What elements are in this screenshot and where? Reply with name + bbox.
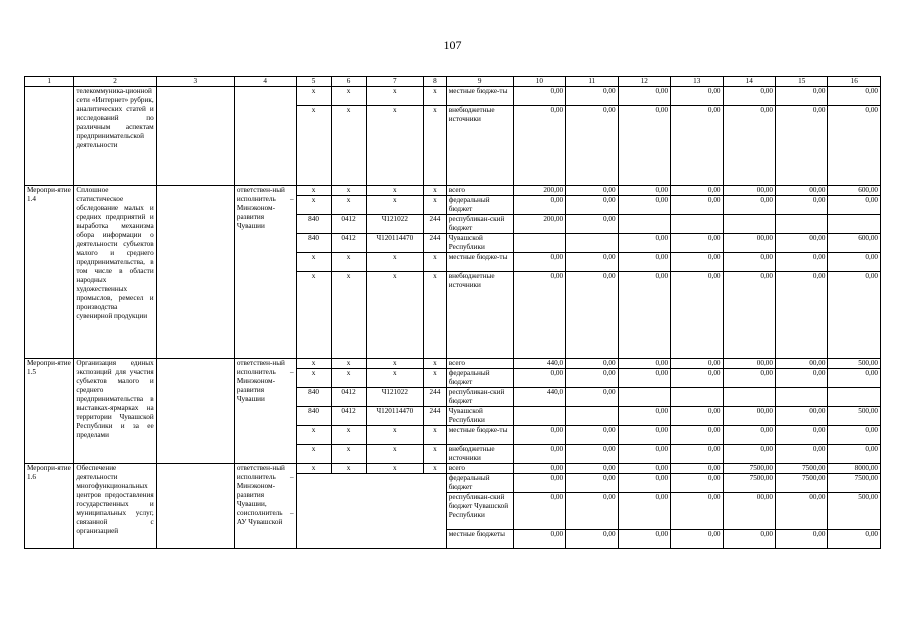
code-cell: х <box>424 445 447 464</box>
value-cell: 600,00 <box>828 234 881 253</box>
value-cell: 7500,00 <box>775 464 827 474</box>
code-cell: х <box>331 359 366 369</box>
col-header: 16 <box>828 77 881 87</box>
value-cell: 0,00 <box>828 106 881 186</box>
code-cell: х <box>424 426 447 445</box>
funding-source: всего <box>446 464 513 474</box>
funding-source: местные бюджеты <box>446 530 513 549</box>
responsible <box>234 87 296 186</box>
value-cell: 500,00 <box>828 407 881 426</box>
code-cell: х <box>424 253 447 272</box>
value-cell: 0,00 <box>618 464 670 474</box>
value-cell: 00,00 <box>723 407 775 426</box>
value-cell: 0,00 <box>513 464 565 474</box>
value-cell: 7500,00 <box>828 474 881 493</box>
value-cell: 0,00 <box>513 426 565 445</box>
table-row <box>25 359 881 369</box>
value-cell: 0,00 <box>723 106 775 186</box>
code-cell: х <box>331 445 366 464</box>
col-header: 7 <box>366 77 424 87</box>
value-cell: 0,00 <box>513 493 565 530</box>
value-cell: 0,00 <box>671 186 723 196</box>
code-cell: Ч121022 <box>366 388 424 407</box>
value-cell: 0,00 <box>828 445 881 464</box>
code-cell: х <box>424 106 447 186</box>
value-cell: 00,00 <box>775 407 827 426</box>
code-cell: х <box>424 196 447 215</box>
code-cell: х <box>331 87 366 106</box>
value-cell: 0,00 <box>566 253 618 272</box>
code-cell: 840 <box>296 215 331 234</box>
code-cell: Ч121022 <box>366 215 424 234</box>
empty-cell <box>671 215 723 234</box>
value-cell: 0,00 <box>566 445 618 464</box>
value-cell: 0,00 <box>671 272 723 359</box>
code-cell: х <box>296 253 331 272</box>
value-cell: 0,00 <box>566 530 618 549</box>
value-cell: 0,00 <box>775 253 827 272</box>
col-header: 4 <box>234 77 296 87</box>
value-cell: 0,00 <box>723 272 775 359</box>
code-cell: х <box>366 106 424 186</box>
code-cell: 840 <box>296 407 331 426</box>
funding-source: республикан-ский бюджет <box>446 388 513 407</box>
code-cell: х <box>331 369 366 388</box>
col-header: 8 <box>424 77 447 87</box>
value-cell: 00,00 <box>775 234 827 253</box>
code-cell: 0412 <box>331 215 366 234</box>
code-cell: х <box>331 464 366 474</box>
code-cell: 840 <box>296 234 331 253</box>
event-name: Меропри-ятие 1.4 <box>25 186 74 359</box>
value-cell: 0,00 <box>513 272 565 359</box>
code-cell: х <box>331 196 366 215</box>
responsible: ответствен-ный исполнитель – Минэконом-развития Чувашии <box>234 186 296 359</box>
value-cell: 0,00 <box>566 87 618 106</box>
value-cell: 00,00 <box>775 493 827 530</box>
page-number: 107 <box>443 38 462 52</box>
value-cell: 0,00 <box>828 530 881 549</box>
empty-cell <box>723 215 775 234</box>
value-cell: 0,00 <box>775 106 827 186</box>
responsible: ответствен-ный исполнитель – Минэконом-развития Чувашии <box>234 359 296 464</box>
col-header: 11 <box>566 77 618 87</box>
event-name: Меропри-ятие 1.6 <box>25 464 74 549</box>
funding-source: внебюджетные источники <box>446 272 513 359</box>
empty-cell <box>566 407 618 426</box>
value-cell: 0,00 <box>671 530 723 549</box>
col-header: 3 <box>156 77 234 87</box>
value-cell: 8000,00 <box>828 464 881 474</box>
code-cell: х <box>366 369 424 388</box>
value-cell: 0,00 <box>828 196 881 215</box>
code-cell: 244 <box>424 407 447 426</box>
code-cell: х <box>366 87 424 106</box>
value-cell: 00,00 <box>775 359 827 369</box>
code-cell: х <box>424 359 447 369</box>
code-cell: х <box>366 464 424 474</box>
code-cell: Ч120114470 <box>366 234 424 253</box>
event-description: Организация единых экспозиций для участия субъектов малого и среднего предпринимательства в выставках-ярмарках на территории Чувашской Республики и за ее пределами <box>74 359 156 464</box>
code-cell: х <box>424 87 447 106</box>
code-cell: х <box>296 426 331 445</box>
value-cell: 440,0 <box>513 388 565 407</box>
event-name <box>25 87 74 186</box>
code-cell: х <box>366 186 424 196</box>
funding-source: всего <box>446 359 513 369</box>
funding-source: местные бюдже-ты <box>446 426 513 445</box>
value-cell: 0,00 <box>671 359 723 369</box>
value-cell: 0,00 <box>671 407 723 426</box>
value-cell: 0,00 <box>618 359 670 369</box>
empty-cell <box>156 186 234 359</box>
value-cell: 0,00 <box>618 272 670 359</box>
empty-cell <box>513 407 565 426</box>
code-cell: 244 <box>424 388 447 407</box>
col-header: 15 <box>775 77 827 87</box>
value-cell: 0,00 <box>513 369 565 388</box>
code-cell: х <box>296 464 331 474</box>
empty-cell <box>775 388 827 407</box>
value-cell: 0,00 <box>723 87 775 106</box>
code-cell: 244 <box>424 215 447 234</box>
value-cell: 0,00 <box>618 369 670 388</box>
responsible: ответствен-ный исполнитель – Минэконом-развития Чувашии, соисполнитель – АУ Чувашской <box>234 464 296 549</box>
value-cell: 00,00 <box>723 186 775 196</box>
value-cell: 0,00 <box>671 445 723 464</box>
value-cell: 0,00 <box>723 445 775 464</box>
code-cell: 0412 <box>331 388 366 407</box>
value-cell: 0,00 <box>566 369 618 388</box>
col-header: 2 <box>74 77 156 87</box>
code-cell: х <box>296 369 331 388</box>
value-cell: 0,00 <box>618 426 670 445</box>
value-cell: 7500,00 <box>775 474 827 493</box>
col-header: 1 <box>25 77 74 87</box>
value-cell: 0,00 <box>775 87 827 106</box>
code-cell: х <box>424 186 447 196</box>
value-cell: 0,00 <box>828 369 881 388</box>
code-cell: х <box>366 359 424 369</box>
value-cell: 0,00 <box>775 196 827 215</box>
value-cell: 7500,00 <box>723 474 775 493</box>
budget-table <box>24 76 881 549</box>
code-cell: х <box>296 106 331 186</box>
value-cell: 0,00 <box>775 445 827 464</box>
value-cell: 0,00 <box>513 530 565 549</box>
code-cell: х <box>331 106 366 186</box>
funding-source: федеральный бюджет <box>446 474 513 493</box>
col-header: 5 <box>296 77 331 87</box>
header-row <box>25 77 881 87</box>
value-cell: 0,00 <box>775 426 827 445</box>
value-cell: 0,00 <box>828 272 881 359</box>
empty-cell <box>156 87 234 186</box>
funding-source: Чувашской Республики <box>446 407 513 426</box>
code-cell: х <box>366 253 424 272</box>
funding-source: федеральный бюджет <box>446 369 513 388</box>
code-cell: х <box>424 369 447 388</box>
value-cell: 0,00 <box>618 530 670 549</box>
value-cell: 0,00 <box>671 253 723 272</box>
empty-cell <box>513 234 565 253</box>
code-cell: х <box>424 464 447 474</box>
value-cell: 0,00 <box>775 530 827 549</box>
value-cell: 0,00 <box>513 253 565 272</box>
funding-source: всего <box>446 186 513 196</box>
value-cell: 0,00 <box>723 196 775 215</box>
value-cell: 0,00 <box>566 493 618 530</box>
code-cell: х <box>366 272 424 359</box>
empty-cell <box>775 215 827 234</box>
value-cell: 0,00 <box>618 253 670 272</box>
code-cell: х <box>331 186 366 196</box>
value-cell: 0,00 <box>671 369 723 388</box>
table-row <box>25 87 881 106</box>
value-cell: 0,00 <box>566 215 618 234</box>
value-cell: 0,00 <box>671 493 723 530</box>
code-cell: х <box>296 87 331 106</box>
code-cell: 840 <box>296 388 331 407</box>
funding-source: республикан-ский бюджет Чувашской Республики <box>446 493 513 530</box>
value-cell: 0,00 <box>513 474 565 493</box>
value-cell: 600,00 <box>828 186 881 196</box>
code-cell: х <box>296 196 331 215</box>
value-cell: 0,00 <box>566 426 618 445</box>
code-cell: Ч120114470 <box>366 407 424 426</box>
code-cell: х <box>331 253 366 272</box>
col-header: 12 <box>618 77 670 87</box>
value-cell: 200,00 <box>513 186 565 196</box>
value-cell: 0,00 <box>566 359 618 369</box>
empty-cell <box>156 359 234 464</box>
value-cell: 0,00 <box>618 493 670 530</box>
value-cell: 0,00 <box>566 106 618 186</box>
value-cell: 0,00 <box>566 186 618 196</box>
empty-cell <box>828 388 881 407</box>
value-cell: 0,00 <box>618 234 670 253</box>
value-cell: 440,0 <box>513 359 565 369</box>
value-cell: 0,00 <box>828 426 881 445</box>
funding-source: местные бюдже-ты <box>446 87 513 106</box>
value-cell: 0,00 <box>513 87 565 106</box>
value-cell: 0,00 <box>671 196 723 215</box>
value-cell: 0,00 <box>775 369 827 388</box>
empty-cell <box>671 388 723 407</box>
value-cell: 00,00 <box>723 234 775 253</box>
value-cell: 0,00 <box>513 106 565 186</box>
value-cell: 0,00 <box>671 87 723 106</box>
value-cell: 0,00 <box>618 87 670 106</box>
code-cell: х <box>424 272 447 359</box>
code-cell: х <box>331 272 366 359</box>
funding-source: республикан-ский бюджет <box>446 215 513 234</box>
value-cell: 0,00 <box>513 196 565 215</box>
code-cell: 0412 <box>331 234 366 253</box>
value-cell: 0,00 <box>618 196 670 215</box>
value-cell: 00,00 <box>723 493 775 530</box>
value-cell: 0,00 <box>828 87 881 106</box>
code-cell: х <box>366 196 424 215</box>
event-description: Обеспечение деятельности многофункциональных центров предоставления государственных и муниципальных услуг, связанной с организацией <box>74 464 156 549</box>
col-header: 9 <box>446 77 513 87</box>
code-cell: х <box>296 186 331 196</box>
value-cell: 0,00 <box>513 445 565 464</box>
value-cell: 0,00 <box>671 426 723 445</box>
table-row <box>25 186 881 196</box>
funding-source: внебюджетные источники <box>446 445 513 464</box>
col-header: 10 <box>513 77 565 87</box>
value-cell: 0,00 <box>618 106 670 186</box>
value-cell: 0,00 <box>566 196 618 215</box>
value-cell: 00,00 <box>775 186 827 196</box>
col-header: 14 <box>723 77 775 87</box>
funding-source: Чувашской Республики <box>446 234 513 253</box>
value-cell: 0,00 <box>618 474 670 493</box>
value-cell: 0,00 <box>618 407 670 426</box>
empty-cell <box>566 234 618 253</box>
funding-source: внебюджетные источники <box>446 106 513 186</box>
value-cell: 0,00 <box>723 253 775 272</box>
event-name: Меропри-ятие 1.5 <box>25 359 74 464</box>
empty-cell <box>296 474 446 549</box>
code-cell: х <box>296 272 331 359</box>
value-cell: 0,00 <box>723 426 775 445</box>
code-cell: х <box>296 445 331 464</box>
value-cell: 0,00 <box>618 186 670 196</box>
value-cell: 0,00 <box>566 464 618 474</box>
empty-cell <box>618 215 670 234</box>
value-cell: 00,00 <box>723 359 775 369</box>
empty-cell <box>723 388 775 407</box>
value-cell: 500,00 <box>828 359 881 369</box>
code-cell: х <box>366 445 424 464</box>
col-header: 13 <box>671 77 723 87</box>
empty-cell <box>618 388 670 407</box>
value-cell: 200,00 <box>513 215 565 234</box>
value-cell: 0,00 <box>566 388 618 407</box>
value-cell: 0,00 <box>828 253 881 272</box>
value-cell: 0,00 <box>671 464 723 474</box>
col-header: 6 <box>331 77 366 87</box>
event-description: телекоммуника-ционной сети «Интернет» рубрик, аналитических статей и исследований по различным аспектам предпринимательской деятельности <box>74 87 156 186</box>
code-cell: 0412 <box>331 407 366 426</box>
value-cell: 0,00 <box>566 474 618 493</box>
value-cell: 500,00 <box>828 493 881 530</box>
code-cell: х <box>366 426 424 445</box>
event-description: Сплошное статистическое обследование малых и средних предприятий и выработка механизма обора информации о деятельности субъектов малого и среднего предпринимательства, в том числе в области народных художественных промыслов, ремесел и производства сувенирной продукции <box>74 186 156 359</box>
value-cell: 7500,00 <box>723 464 775 474</box>
value-cell: 0,00 <box>618 445 670 464</box>
value-cell: 0,00 <box>671 106 723 186</box>
empty-cell <box>156 464 234 549</box>
code-cell: х <box>331 426 366 445</box>
funding-source: федеральный бюджет <box>446 196 513 215</box>
value-cell: 0,00 <box>775 272 827 359</box>
code-cell: 244 <box>424 234 447 253</box>
value-cell: 0,00 <box>723 369 775 388</box>
value-cell: 0,00 <box>671 234 723 253</box>
value-cell: 0,00 <box>671 474 723 493</box>
funding-source: местные бюдже-ты <box>446 253 513 272</box>
code-cell: х <box>296 359 331 369</box>
value-cell: 0,00 <box>566 272 618 359</box>
empty-cell <box>828 215 881 234</box>
table-row <box>25 464 881 474</box>
value-cell: 0,00 <box>723 530 775 549</box>
